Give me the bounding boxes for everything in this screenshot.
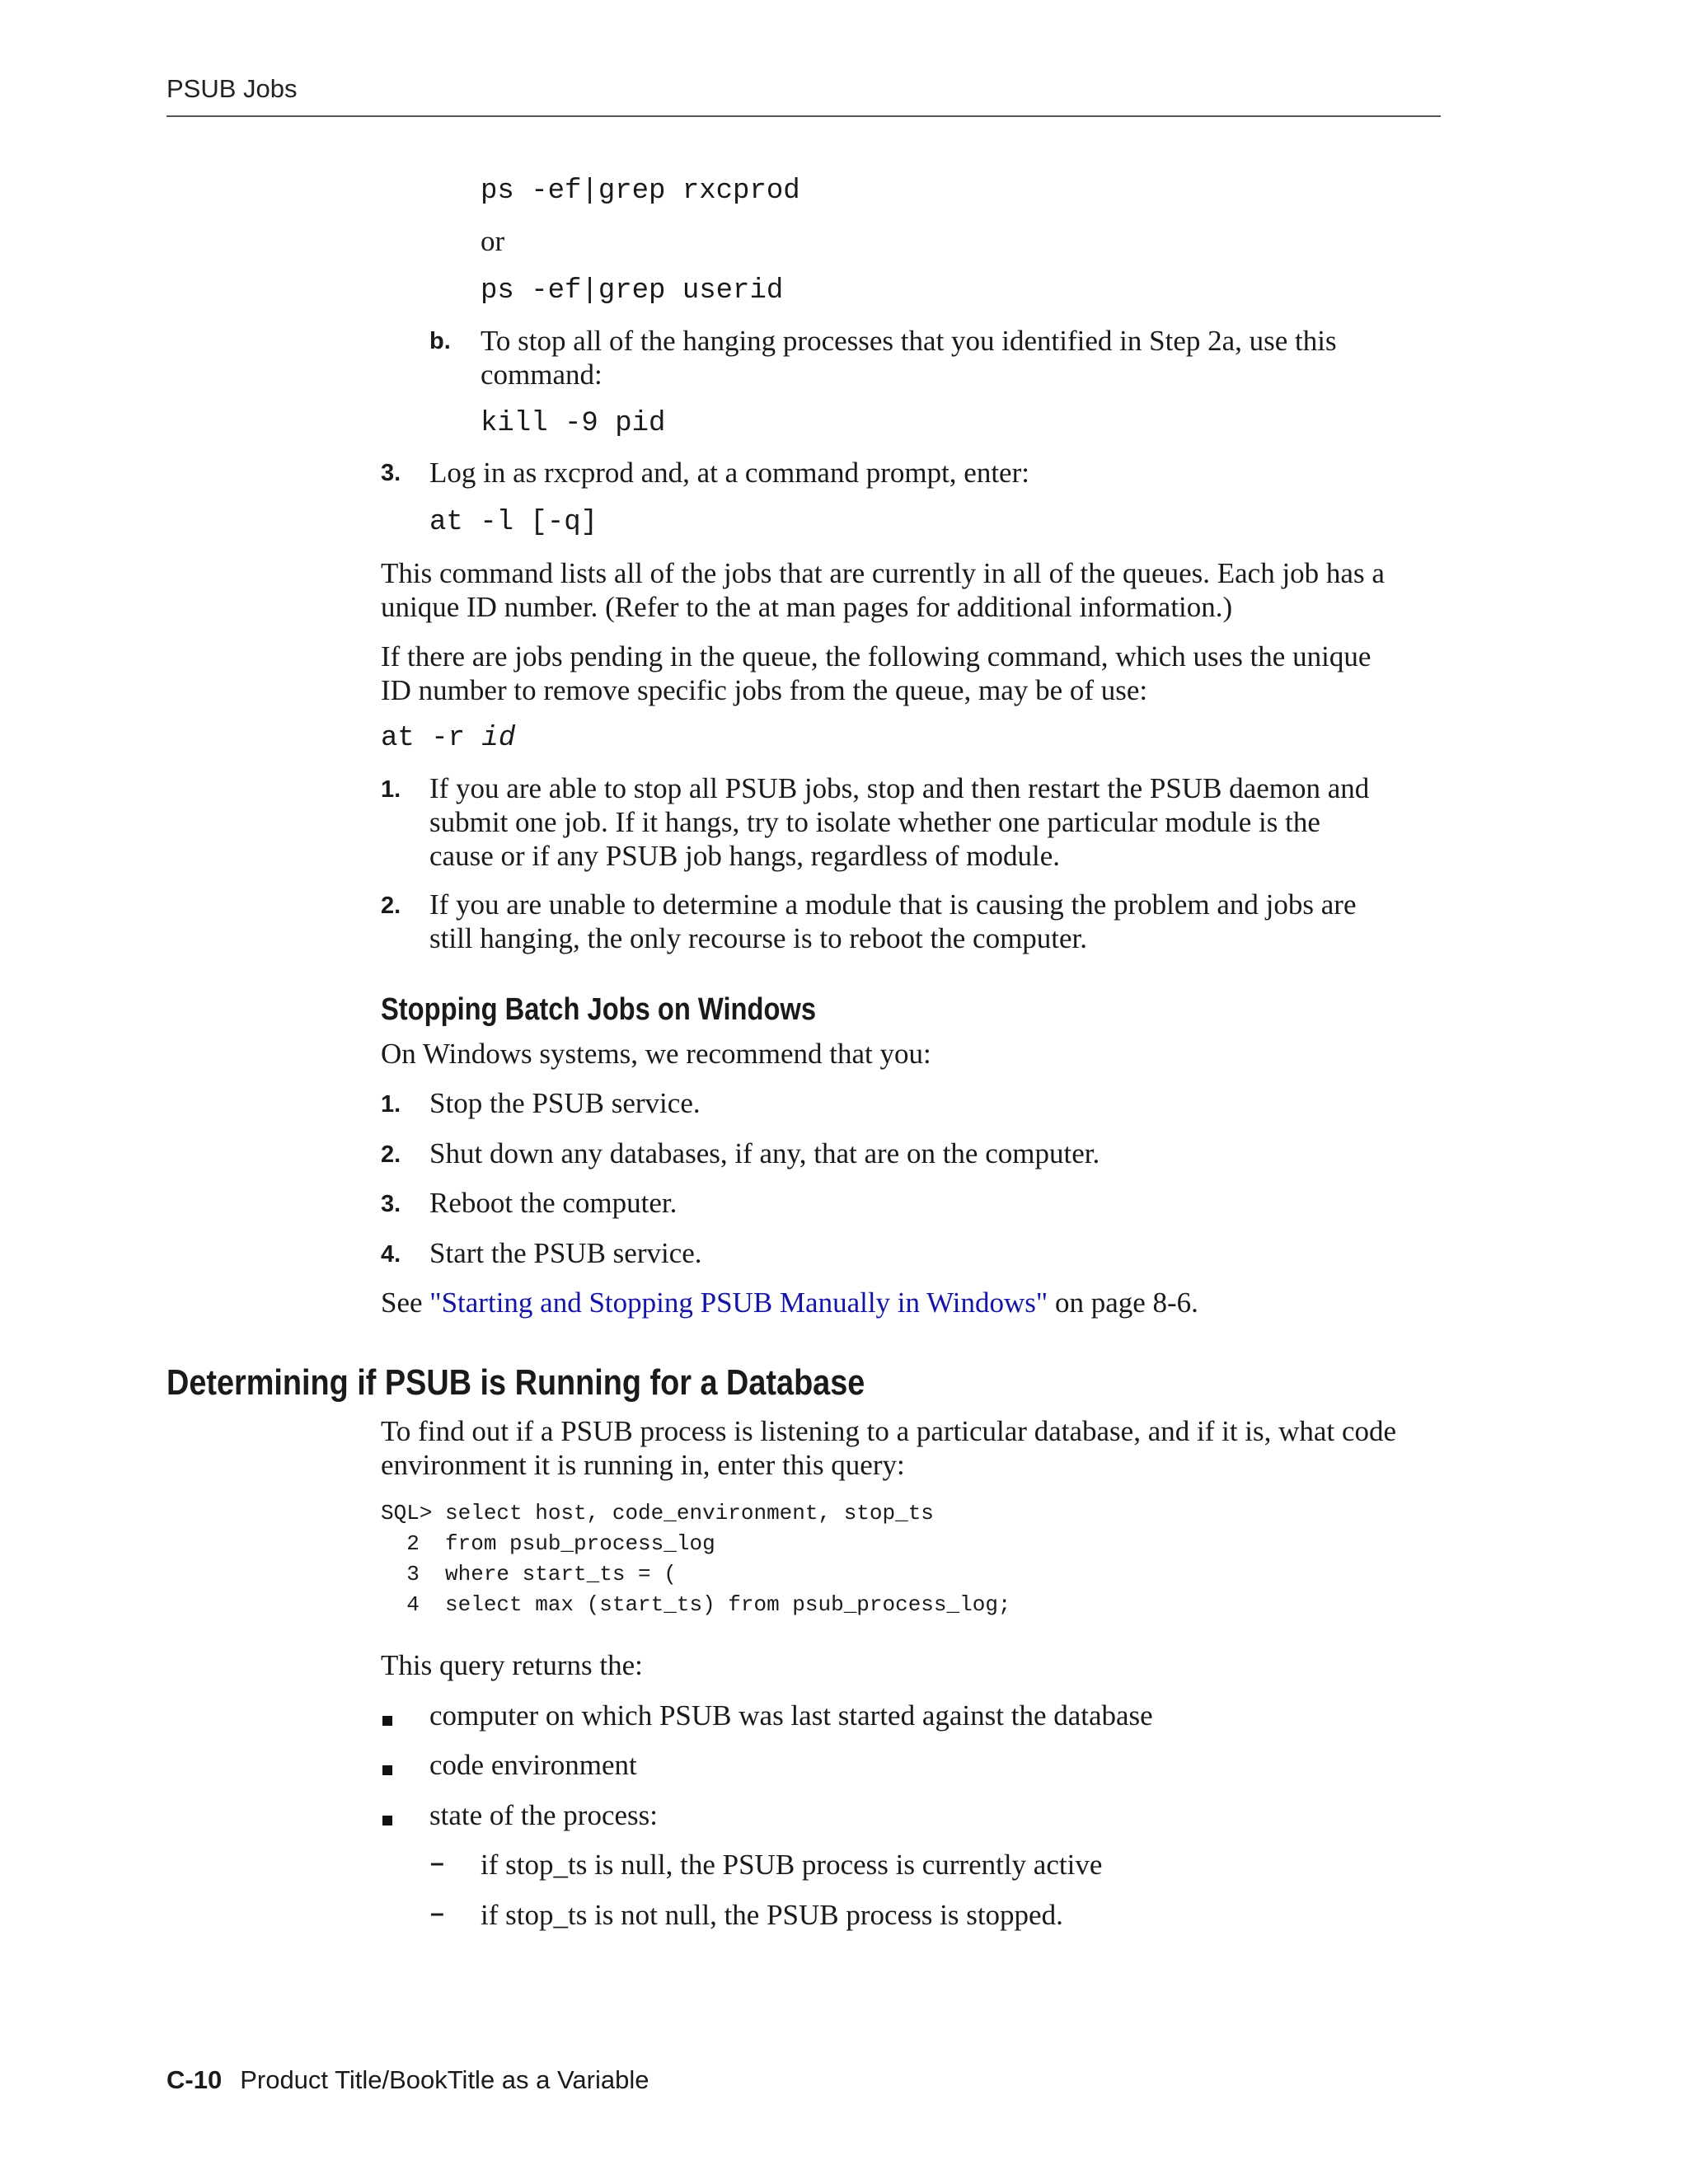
db-intro-line-1: To find out if a PSUB process is listening to a particular database, and if it is, what code: [381, 1415, 1397, 1447]
bullet-icon: [382, 1716, 392, 1726]
dash-icon: –: [430, 1900, 444, 1927]
step-b-text-2: command:: [481, 359, 603, 391]
see-suffix: on page 8-6.: [1048, 1286, 1198, 1319]
or-text: or: [481, 225, 505, 257]
bullet-item-1: computer on which PSUB was last started against the database: [429, 1699, 1153, 1732]
dash-item-1: if stop_ts is null, the PSUB process is currently active: [481, 1849, 1103, 1881]
bullet-item-2: code environment: [429, 1749, 637, 1781]
windows-step-2-text: Shut down any databases, if any, that are on the computer.: [429, 1137, 1100, 1169]
dash-item-2: if stop_ts is not null, the PSUB process is stopped.: [481, 1899, 1063, 1931]
code-kill: kill -9 pid: [481, 408, 666, 439]
step-b-label: b.: [429, 328, 451, 354]
page-number: C-10: [166, 2065, 223, 2094]
para-2-line-1: If there are jobs pending in the queue, the following command, which uses the unique: [381, 640, 1372, 673]
windows-step-3-text: Reboot the computer.: [429, 1187, 678, 1219]
see-prefix: See: [381, 1286, 430, 1319]
sql-line-4: 4 select max (start_ts) from psub_process_log;: [381, 1592, 1011, 1617]
list-1-item-1-line-2: submit one job. If it hangs, try to isolate whether one particular module is the: [429, 806, 1320, 838]
para-1-line-2: unique ID number. (Refer to the at man pages for additional information.): [381, 591, 1233, 623]
see-reference: [381, 1286, 1198, 1319]
dash-icon: –: [430, 1849, 444, 1877]
code-at-list: at -l [-q]: [429, 507, 598, 538]
section-heading-database: Determining if PSUB is Running for a Database: [166, 1362, 865, 1403]
bullet-item-3: state of the process:: [429, 1799, 658, 1831]
sql-line-2: 2 from psub_process_log: [381, 1531, 715, 1556]
windows-step-4-num: 4.: [381, 1241, 401, 1268]
list-1-item-2-line-1: If you are unable to determine a module that is causing the problem and jobs are: [429, 888, 1357, 921]
db-intro-line-2: environment it is running in, enter this query:: [381, 1449, 905, 1481]
running-header: PSUB Jobs: [166, 74, 298, 103]
windows-step-4-text: Start the PSUB service.: [429, 1237, 702, 1269]
list-1-item-1-line-3: cause or if any PSUB job hangs, regardless of module.: [429, 840, 1060, 872]
windows-intro: On Windows systems, we recommend that you:: [381, 1038, 931, 1070]
code-at-remove: [381, 722, 515, 755]
sql-line-1: SQL> select host, code_environment, stop_ts: [381, 1501, 934, 1526]
list-1-item-2-num: 2.: [381, 893, 401, 919]
starting-stopping-psub-link[interactable]: "Starting and Stopping PSUB Manually in Windows": [429, 1286, 1048, 1319]
code-ps-userid: ps -ef|grep userid: [481, 275, 784, 307]
para-1-line-1: This command lists all of the jobs that are currently in all of the queues. Each job has a: [381, 557, 1385, 589]
section-heading-windows: Stopping Batch Jobs on Windows: [381, 992, 817, 1027]
bullet-icon: [382, 1765, 392, 1775]
list-1-item-1-num: 1.: [381, 776, 401, 803]
list-1-item-2-line-2: still hanging, the only recourse is to reboot the computer.: [429, 922, 1088, 954]
windows-step-1-num: 1.: [381, 1091, 401, 1118]
bullet-icon: [382, 1816, 392, 1825]
windows-step-2-num: 2.: [381, 1141, 401, 1168]
windows-step-1-text: Stop the PSUB service.: [429, 1087, 701, 1119]
step-3-text: Log in as rxcprod and, at a command prompt, enter:: [429, 457, 1029, 489]
book-title: Product Title/BookTitle as a Variable: [240, 2065, 649, 2094]
step-3-label: 3.: [381, 460, 401, 486]
code-at-remove-arg: id: [481, 723, 516, 754]
step-b-text-1: To stop all of the hanging processes that you identified in Step 2a, use this: [481, 325, 1337, 357]
code-ps-rxcprod: ps -ef|grep rxcprod: [481, 176, 800, 207]
query-returns-text: This query returns the:: [381, 1649, 643, 1681]
windows-step-3-num: 3.: [381, 1191, 401, 1217]
sql-line-3: 3 where start_ts = (: [381, 1562, 677, 1586]
header-rule: [166, 115, 1441, 117]
list-1-item-1-line-1: If you are able to stop all PSUB jobs, stop and then restart the PSUB daemon and: [429, 772, 1370, 804]
para-2-line-2: ID number to remove specific jobs from the queue, may be of use:: [381, 674, 1148, 706]
code-at-remove-prefix: at -r: [381, 723, 482, 754]
page-footer: [166, 2065, 649, 2095]
